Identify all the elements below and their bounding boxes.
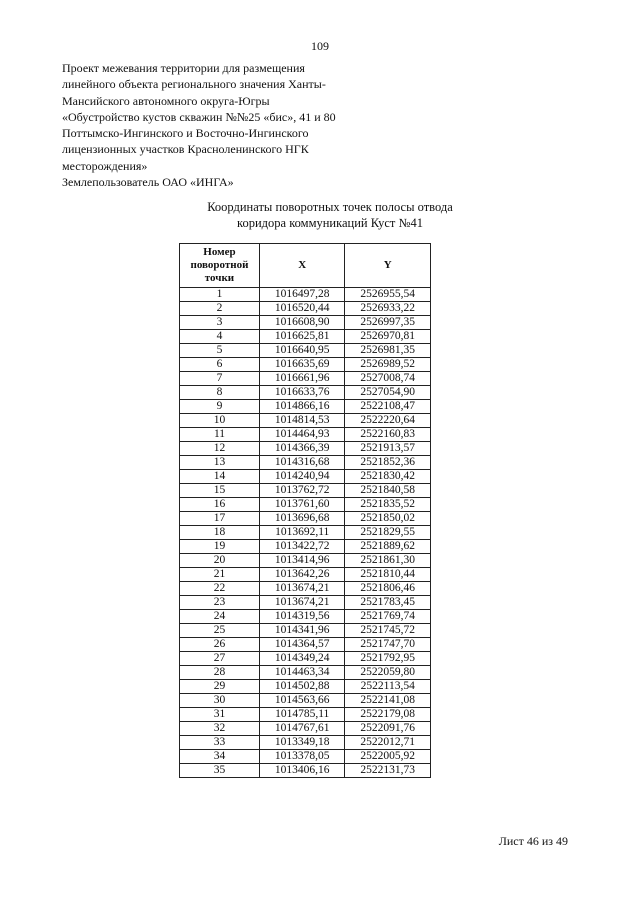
cell-x: 1013349,18 — [259, 736, 345, 750]
cell-x: 1014319,56 — [259, 610, 345, 624]
coordinates-table — [179, 243, 431, 778]
page-number: 109 — [311, 39, 329, 53]
table-row — [180, 442, 431, 456]
header-text: точки — [204, 272, 235, 284]
cell-point-number: 30 — [180, 694, 260, 708]
cell-x: 1014349,24 — [259, 652, 345, 666]
table-row — [180, 694, 431, 708]
cell-x: 1013761,60 — [259, 498, 345, 512]
cell-y: 2526955,54 — [345, 288, 431, 302]
table-row — [180, 330, 431, 344]
cell-x: 1013414,96 — [259, 554, 345, 568]
cell-x: 1016520,44 — [259, 302, 345, 316]
cell-y: 2522141,08 — [345, 694, 431, 708]
cell-y: 2522091,76 — [345, 722, 431, 736]
cell-x: 1014785,11 — [259, 708, 345, 722]
table-row — [180, 666, 431, 680]
header-line: Мансийского автономного округа-Югры — [62, 93, 270, 108]
table-row — [180, 736, 431, 750]
cell-point-number: 27 — [180, 652, 260, 666]
table-row — [180, 484, 431, 498]
header-text: поворотной — [190, 259, 249, 271]
cell-x: 1016608,90 — [259, 316, 345, 330]
cell-point-number: 4 — [180, 330, 260, 344]
cell-y: 2521889,62 — [345, 540, 431, 554]
table-header-row — [180, 244, 431, 288]
cell-y: 2526997,35 — [345, 316, 431, 330]
cell-y: 2521850,02 — [345, 512, 431, 526]
header-text: Номер — [203, 246, 236, 258]
cell-y: 2526933,22 — [345, 302, 431, 316]
cell-y: 2522179,08 — [345, 708, 431, 722]
cell-point-number: 9 — [180, 400, 260, 414]
cell-point-number: 11 — [180, 428, 260, 442]
table-title-line: коридора коммуникаций Куст №41 — [237, 216, 423, 230]
cell-x: 1013674,21 — [259, 596, 345, 610]
table-row — [180, 456, 431, 470]
cell-y: 2527008,74 — [345, 372, 431, 386]
document-header — [62, 60, 392, 190]
cell-y: 2527054,90 — [345, 386, 431, 400]
cell-y: 2522220,64 — [345, 414, 431, 428]
cell-point-number: 25 — [180, 624, 260, 638]
cell-x: 1014366,39 — [259, 442, 345, 456]
cell-point-number: 33 — [180, 736, 260, 750]
cell-x: 1016640,95 — [259, 344, 345, 358]
cell-point-number: 24 — [180, 610, 260, 624]
cell-x: 1014502,88 — [259, 680, 345, 694]
header-line: Землепользователь ОАО «ИНГА» — [62, 175, 234, 190]
cell-x: 1013692,11 — [259, 526, 345, 540]
cell-y: 2522113,54 — [345, 680, 431, 694]
cell-y: 2522131,73 — [345, 764, 431, 778]
cell-point-number: 28 — [180, 666, 260, 680]
cell-y: 2521861,30 — [345, 554, 431, 568]
cell-x: 1013674,21 — [259, 582, 345, 596]
cell-point-number: 7 — [180, 372, 260, 386]
table-row — [180, 596, 431, 610]
cell-point-number: 17 — [180, 512, 260, 526]
cell-x: 1016625,81 — [259, 330, 345, 344]
table-row — [180, 680, 431, 694]
cell-x: 1014464,93 — [259, 428, 345, 442]
cell-x: 1014364,57 — [259, 638, 345, 652]
cell-x: 1014814,53 — [259, 414, 345, 428]
cell-x: 1014341,96 — [259, 624, 345, 638]
cell-x: 1014240,94 — [259, 470, 345, 484]
cell-y: 2521829,55 — [345, 526, 431, 540]
table-title — [160, 199, 500, 231]
cell-x: 1013762,72 — [259, 484, 345, 498]
cell-point-number: 22 — [180, 582, 260, 596]
cell-point-number: 10 — [180, 414, 260, 428]
cell-point-number: 8 — [180, 386, 260, 400]
cell-point-number: 6 — [180, 358, 260, 372]
column-header-x: X — [259, 244, 345, 288]
cell-x: 1014866,16 — [259, 400, 345, 414]
cell-y: 2522012,71 — [345, 736, 431, 750]
cell-y: 2521747,70 — [345, 638, 431, 652]
table-row — [180, 624, 431, 638]
cell-point-number: 29 — [180, 680, 260, 694]
cell-x: 1016497,28 — [259, 288, 345, 302]
cell-x: 1016635,69 — [259, 358, 345, 372]
table-row — [180, 638, 431, 652]
cell-y: 2526970,81 — [345, 330, 431, 344]
table-row — [180, 582, 431, 596]
cell-x: 1016661,96 — [259, 372, 345, 386]
cell-y: 2526981,35 — [345, 344, 431, 358]
cell-y: 2521835,52 — [345, 498, 431, 512]
cell-x: 1016633,76 — [259, 386, 345, 400]
table-row — [180, 302, 431, 316]
cell-point-number: 19 — [180, 540, 260, 554]
cell-point-number: 34 — [180, 750, 260, 764]
table-row — [180, 610, 431, 624]
header-line: «Обустройство кустов скважин №№25 «бис», 41 и 80 — [62, 109, 336, 124]
header-line: линейного объекта регионального значения Ханты- — [62, 77, 326, 92]
cell-point-number: 31 — [180, 708, 260, 722]
header-line: Проект межевания территории для размещения — [62, 61, 305, 75]
table-row — [180, 316, 431, 330]
column-header-point-number — [180, 244, 260, 288]
table-row — [180, 722, 431, 736]
table-row — [180, 400, 431, 414]
cell-point-number: 35 — [180, 764, 260, 778]
cell-x: 1014463,34 — [259, 666, 345, 680]
cell-point-number: 20 — [180, 554, 260, 568]
cell-point-number: 23 — [180, 596, 260, 610]
table-body — [180, 288, 431, 778]
table-row — [180, 568, 431, 582]
cell-y: 2521792,95 — [345, 652, 431, 666]
table-row — [180, 414, 431, 428]
cell-x: 1013406,16 — [259, 764, 345, 778]
cell-point-number: 13 — [180, 456, 260, 470]
cell-y: 2521745,72 — [345, 624, 431, 638]
cell-point-number: 12 — [180, 442, 260, 456]
cell-y: 2521810,44 — [345, 568, 431, 582]
cell-x: 1013422,72 — [259, 540, 345, 554]
cell-x: 1013642,26 — [259, 568, 345, 582]
cell-point-number: 32 — [180, 722, 260, 736]
cell-point-number: 1 — [180, 288, 260, 302]
cell-y: 2522059,80 — [345, 666, 431, 680]
table-row — [180, 428, 431, 442]
cell-y: 2521840,58 — [345, 484, 431, 498]
cell-point-number: 15 — [180, 484, 260, 498]
table-row — [180, 512, 431, 526]
cell-point-number: 5 — [180, 344, 260, 358]
table-row — [180, 652, 431, 666]
cell-y: 2521913,57 — [345, 442, 431, 456]
table-row — [180, 540, 431, 554]
table-row — [180, 750, 431, 764]
cell-y: 2522005,92 — [345, 750, 431, 764]
table-row — [180, 358, 431, 372]
column-header-y: Y — [345, 244, 431, 288]
cell-y: 2526989,52 — [345, 358, 431, 372]
table-row — [180, 344, 431, 358]
cell-y: 2521769,74 — [345, 610, 431, 624]
cell-x: 1014316,68 — [259, 456, 345, 470]
cell-y: 2521852,36 — [345, 456, 431, 470]
cell-y: 2521830,42 — [345, 470, 431, 484]
cell-point-number: 21 — [180, 568, 260, 582]
table-row — [180, 372, 431, 386]
cell-y: 2522160,83 — [345, 428, 431, 442]
table-row — [180, 470, 431, 484]
header-line: месторождения» — [62, 158, 148, 173]
table-row — [180, 498, 431, 512]
cell-point-number: 16 — [180, 498, 260, 512]
cell-x: 1013378,05 — [259, 750, 345, 764]
table-row — [180, 526, 431, 540]
header-line: Поттымско-Ингинского и Восточно-Ингинского — [62, 126, 309, 141]
cell-point-number: 14 — [180, 470, 260, 484]
table-row — [180, 554, 431, 568]
cell-x: 1014563,66 — [259, 694, 345, 708]
cell-point-number: 3 — [180, 316, 260, 330]
table-row — [180, 386, 431, 400]
table-row — [180, 708, 431, 722]
cell-point-number: 2 — [180, 302, 260, 316]
cell-y: 2521783,45 — [345, 596, 431, 610]
cell-y: 2521806,46 — [345, 582, 431, 596]
cell-y: 2522108,47 — [345, 400, 431, 414]
cell-point-number: 26 — [180, 638, 260, 652]
cell-x: 1014767,61 — [259, 722, 345, 736]
cell-point-number: 18 — [180, 526, 260, 540]
header-line: лицензионных участков Красноленинского НГК — [62, 142, 309, 157]
sheet-counter: Лист 46 из 49 — [498, 834, 568, 848]
table-row — [180, 288, 431, 302]
cell-x: 1013696,68 — [259, 512, 345, 526]
table-title-line: Координаты поворотных точек полосы отвода — [207, 200, 453, 214]
table-row — [180, 764, 431, 778]
